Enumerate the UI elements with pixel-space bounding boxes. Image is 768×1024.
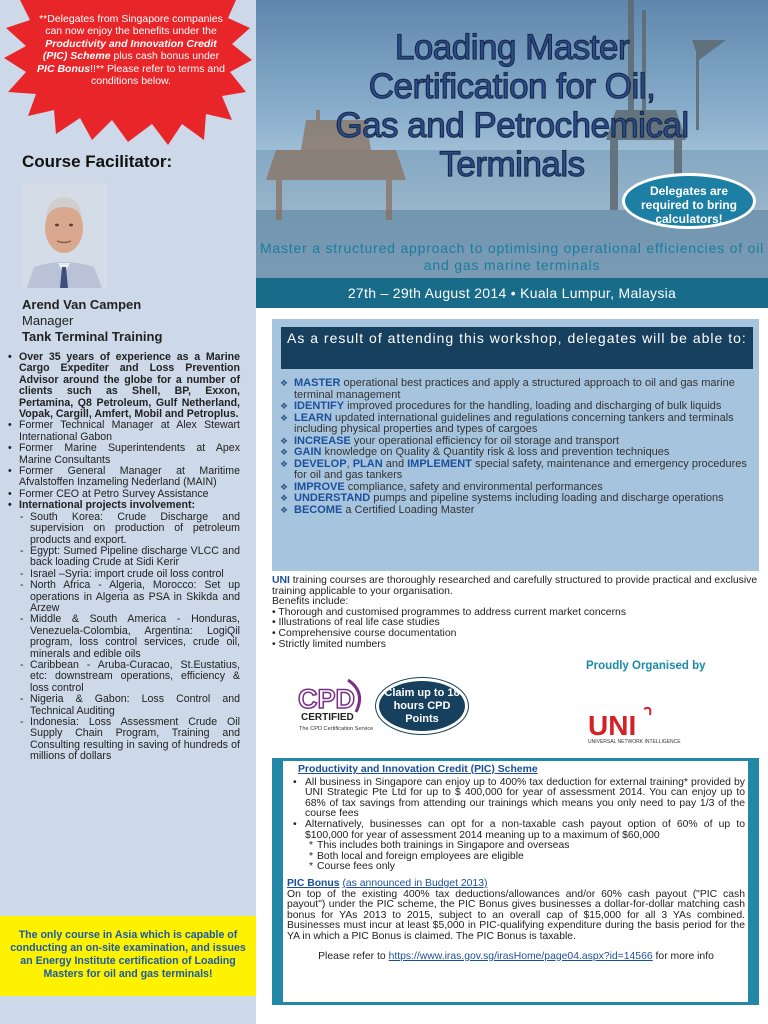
objective-keyword: DEVELOP xyxy=(294,457,347,470)
pic-sub-2: * Both local and foreign employees are eligible xyxy=(287,852,745,863)
facilitator-name: Arend Van Campen xyxy=(22,297,142,312)
promo-text xyxy=(36,13,226,87)
bio-item: - Israel –Syria: import crude oil loss control xyxy=(8,569,240,580)
benefit-item xyxy=(272,640,760,651)
bullet-icon: • xyxy=(272,638,279,650)
objective-text: operational best practices and apply a structured approach to oil and gas marine terminal management xyxy=(294,377,735,401)
bio-item: • Former General Manager at Maritime Afvalstoffen Inzameling Nederland (MAIN) xyxy=(8,466,240,489)
objective-text: , xyxy=(346,457,353,470)
benefit-text: Strictly limited numbers xyxy=(278,638,386,650)
bio-item: - Egypt: Sumed Pipeline discharge VLCC and back loading Crude at Sidi Kerir xyxy=(8,546,240,569)
pic-bonus-note: (as announced in Budget 2013) xyxy=(342,877,488,889)
proudly-organised: Proudly Organised by xyxy=(586,660,706,672)
course-subtitle: Master a structured approach to optimising operational efficiencies of oil and gas marine terminals xyxy=(259,240,765,273)
objective-text: knowledge on Quality & Quantity risk & loss and prevention techniques xyxy=(321,446,670,458)
benefits-list xyxy=(272,608,760,650)
objective-keyword: BECOME xyxy=(294,503,343,516)
pic-bullet-2: • Alternatively, businesses can opt for a non-taxable cash payout option of 60% of up to $100,000 for year of assessment 2014 meaning up to a maximum of $60,000 xyxy=(287,820,745,841)
uni-logo-tagline: UNIVERSAL NETWORK INTELLIGENCE xyxy=(588,739,681,745)
uni-logo xyxy=(586,705,696,745)
promo-starburst xyxy=(0,0,256,145)
objective-item xyxy=(280,378,753,401)
bio-item: • Over 35 years of experience as a Marine Cargo Expediter and Loss Prevention Advisor around the globe for a number of clients such as Shell, BP, Exxon, Pertamina, Q8 Petroleum, Gulf Netherland, Vopak, Cargill, Amfert, Mobil and Petroplus. xyxy=(8,352,240,420)
title-line-1: Loading Master xyxy=(394,28,630,67)
bio-item: - Middle & South America - Honduras, Venezuela-Colombia, Argentina: LogiQil program, loss control services, crude oil, minerals and edible oils xyxy=(8,614,240,660)
facilitator-heading: Course Facilitator: xyxy=(22,152,173,171)
cpd-logo-letters: CPD xyxy=(298,684,356,714)
pic-bullets xyxy=(287,778,745,873)
objective-text: pumps and pipeline systems including loading and discharge operations xyxy=(370,492,724,504)
facilitator-bio xyxy=(8,352,240,763)
bio-item: - South Korea: Crude Discharge and supervision on production of petroleum products and export. xyxy=(8,512,240,546)
pic-bullet-1: • All business in Singapore can enjoy up to 400% tax deduction for external training* provided by UNI Strategic Pte Ltd for up to $ 400,000 for year of assessment 2014. You can enjoy up to 68% of tax savings from attending our trainings which means you only need to pay 1/3 of the course fees xyxy=(287,778,745,820)
objective-text: updated international guidelines and regulations concerning tankers and terminals including physical properties and types of cargoes xyxy=(294,411,734,435)
benefit-text: Comprehensive course documentation xyxy=(278,627,457,639)
title-line-3: Gas and Petrochemical xyxy=(335,106,689,145)
cpd-logo-word: CERTIFIED xyxy=(301,712,354,723)
refer-prefix: Please refer to xyxy=(318,950,389,962)
objective-text: improved procedures for the handling, loading and discharging of bulk liquids xyxy=(344,400,722,412)
refer-suffix: for more info xyxy=(652,950,714,962)
bio-item: - Caribbean - Aruba-Curacao, St.Eustatius, etc: downstream operations, efficiency & loss control xyxy=(8,660,240,694)
bio-item: - Indonesia: Loss Assessment Crude Oil Supply Chain Program, Training and Consulting resulting in saving of hundreds of millions of dollars xyxy=(8,717,240,763)
course-title xyxy=(256,28,768,184)
bio-item: - Nigeria & Gabon: Loss Control and Technical Auditing xyxy=(8,694,240,717)
pic-bonus-text: On top of the existing 400% tax deductions/allowances and/or 60% cash payout ("PIC cash payout") under the PIC scheme, the PIC Bonus gives businesses a dollar-for-dollar matching cash bonus for YAs 2013 to 2015, subject to an overall cap of $15,000 for all 3 YAs combined. Businesses must incur at least $5,000 in PIC-qualifying expenditure during the basis period for the YA in which a PIC Bonus is claimed. The PIC Bonus is taxable. xyxy=(287,888,745,942)
objective-text: special safety, maintenance and emergency procedures for oil and gas tankers xyxy=(294,457,747,481)
objectives-list xyxy=(280,378,753,516)
objectives-heading: As a result of attending this workshop, delegates will be able to: xyxy=(281,327,753,369)
objective-item xyxy=(280,505,753,517)
uni-brand: UNI xyxy=(272,575,290,586)
objective-item xyxy=(280,459,753,482)
highlight-text: The only course in Asia which is capable of conducting an on-site examination, and issues an Energy Institute certification of Loading Masters for oil and gas terminals! xyxy=(10,929,246,980)
bullet-icon: • xyxy=(272,627,279,639)
pic-scheme-content xyxy=(287,765,745,962)
bio-item: • Former CEO at Petro Survey Assistance xyxy=(8,489,240,500)
pic-sub-3: * Course fees only xyxy=(287,862,745,873)
benefit-text: Thorough and customised programmes to address current market concerns xyxy=(278,606,627,618)
title-line-2: Certification for Oil, xyxy=(368,67,656,106)
cpd-points-badge: Claim up to 18 hours CPD Points xyxy=(376,678,468,734)
promo-pic-bonus: PIC Bonus xyxy=(37,62,91,75)
pic-bonus-title: PIC Bonus xyxy=(287,877,340,889)
objective-keyword: LEARN xyxy=(294,411,332,424)
objective-keyword: GAIN xyxy=(294,446,322,458)
objective-keyword: IMPLEMENT xyxy=(407,457,472,470)
cpd-logo xyxy=(296,678,376,738)
objective-keyword: PLAN xyxy=(352,457,383,470)
objective-text: and xyxy=(382,457,408,470)
objective-keyword: INCREASE xyxy=(294,434,351,447)
facilitator-role: Manager xyxy=(22,313,74,328)
cpd-certified-logo xyxy=(296,678,376,738)
objective-keyword: MASTER xyxy=(294,377,341,389)
bullet-icon: • xyxy=(272,606,279,618)
bullet-icon: • xyxy=(272,617,279,629)
bio-list xyxy=(8,352,240,763)
promo-line2: plus cash bonus under xyxy=(110,50,220,63)
pic-sub-1: * This includes both trainings in Singapore and overseas xyxy=(287,841,745,852)
promo-pic-scheme: Productivity and Innovation Credit (PIC) Scheme xyxy=(42,37,217,63)
cpd-logo-tagline: The CPD Certification Service xyxy=(299,726,374,732)
uni-intro xyxy=(272,576,760,650)
date-location-bar: 27th – 29th August 2014 • Kuala Lumpur, Malaysia xyxy=(256,278,768,308)
uni-intro-text: training courses are thoroughly researched and carefully structured to provide practical and exclusive training applicable to your organisation. xyxy=(272,575,758,597)
objective-item xyxy=(280,413,753,436)
objective-text: a Certified Loading Master xyxy=(342,503,475,516)
pic-heading: Productivity and Innovation Credit (PIC) Scheme xyxy=(298,764,538,775)
uni-logo-mark xyxy=(586,705,696,745)
portrait-icon xyxy=(22,183,107,288)
bio-item: • Former Technical Manager at Alex Stewart International Gabon xyxy=(8,420,240,443)
calculator-note-badge: Delegates are required to bring calculators! xyxy=(622,173,756,229)
promo-line3: !!** Please refer to terms and conditions below. xyxy=(90,62,225,88)
benefits-label: Benefits include: xyxy=(272,596,349,608)
iras-link[interactable]: https://www.iras.gov.sg/irasHome/page04.aspx?id=14566 xyxy=(388,950,653,962)
bio-item: • International projects involvement: xyxy=(8,500,240,511)
pic-refer xyxy=(287,952,745,963)
pic-bonus-heading xyxy=(287,879,745,890)
objective-keyword: IDENTIFY xyxy=(294,400,345,412)
promo-line1: **Delegates from Singapore companies can now enjoy the benefits under the xyxy=(39,13,223,38)
objective-text: your operational efficiency for oil storage and transport xyxy=(350,434,620,447)
bio-item: - North Africa - Algeria, Morocco: Set up operations in Algeria as PSA in Skikda and Arzew xyxy=(8,580,240,614)
facilitator-company: Tank Terminal Training xyxy=(22,329,163,344)
benefit-text: Illustrations of real life case studies xyxy=(278,617,440,629)
uni-logo-letters: UNI xyxy=(588,710,637,741)
objective-keyword: UNDERSTAND xyxy=(294,492,371,504)
title-line-4: Terminals xyxy=(439,145,585,184)
objective-keyword: IMPROVE xyxy=(294,480,345,493)
facilitator-photo xyxy=(22,183,107,288)
objective-text: compliance, safety and environmental performances xyxy=(344,480,603,493)
bio-item: • Former Marine Superintendents at Apex Marine Consultants xyxy=(8,443,240,466)
